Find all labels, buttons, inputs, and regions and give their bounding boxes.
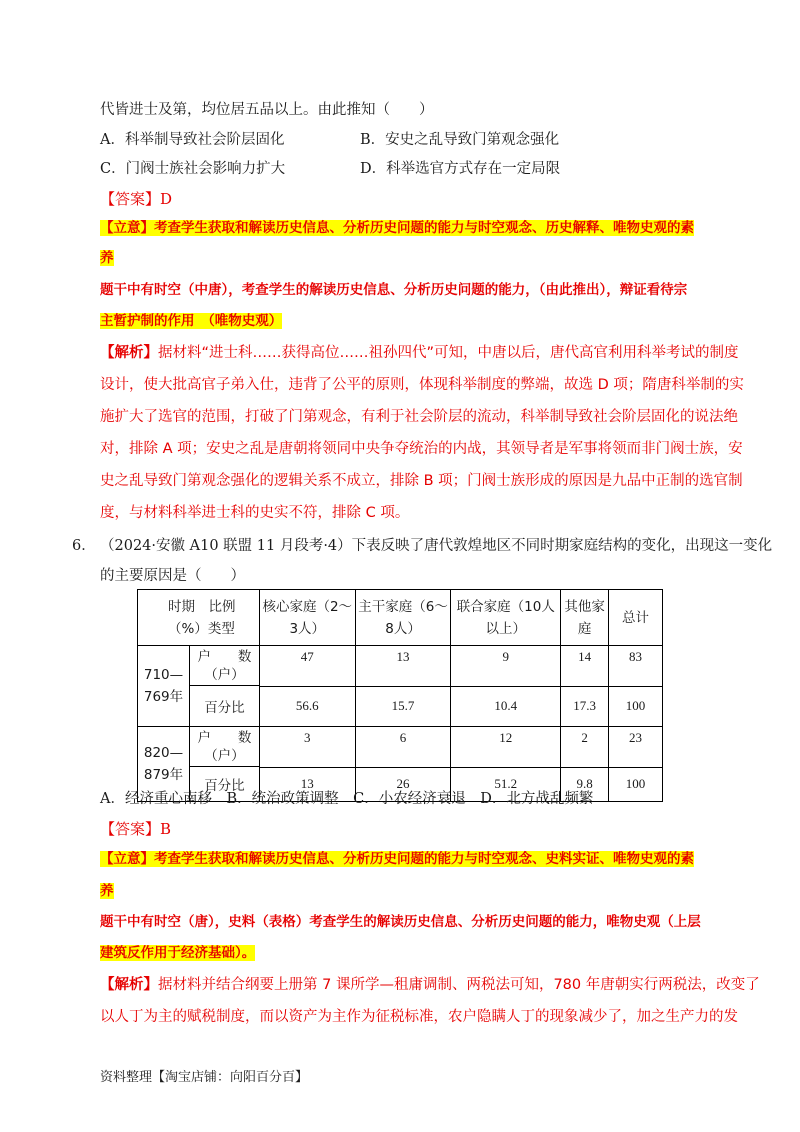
q6-number: 6． [72,538,96,554]
row-label-households: 户 数（户） [190,646,259,686]
q5-stem-tail: 代皆进士及第，均位居五品以上。由此推知（ ） [100,102,434,118]
q6-answer: 【答案】B [100,820,172,838]
q6-lizhi-text1: 【立意】考查学生获取和解读历史信息、分析历史问题的能力与时空观念、史料实证、唯物史观的素 [100,851,694,867]
q5-lizhi-text2: 养 [100,250,114,266]
q5-lizhi-line1 [100,218,694,238]
cell: 12 [451,727,561,768]
cell: 15.7 [355,686,451,727]
q6-jiexi-line2: 以人丁为主的赋税制度，而以资产为主作为征税标准，农户隐瞒人丁的现象减少了，加之生产力的发 [100,1009,738,1025]
q5-tigan-line2 [100,311,282,331]
q6-tigan-text2: 建筑反作用于经济基础）。 [100,945,256,961]
q5-option-c: C．门阀士族社会影响力扩大 [100,161,286,177]
q5-jiexi-line1 [100,343,739,363]
q6-lizhi-text2: 养 [100,883,114,899]
table-row [138,646,663,687]
q5-lizhi-text1: 【立意】考查学生获取和解读历史信息、分析历史问题的能力与时空观念、历史解释、唯物史观的素 [100,220,694,236]
q5-jiexi-label: 【解析】 [100,345,158,361]
header-joint-family: 联合家庭（10人以上） [451,590,561,646]
cell: 9.8 [561,767,609,801]
q5-tigan-line1: 题干中有时空（中唐），考查学生的解读历史信息、分析历史问题的能力，（由此推出），辩证看待宗 [100,282,688,298]
cell: 2 [561,727,609,768]
header-stem-family: 主干家庭（6～8人） [355,590,451,646]
cell: 13 [355,646,451,687]
header-other-family: 其他家庭 [561,590,609,646]
cell: 14 [561,646,609,687]
period-label-2: 820—879年 [138,727,190,801]
table-row [138,727,663,768]
table-header-row [138,590,663,646]
header-core-family: 核心家庭（2～3人） [259,590,355,646]
family-structure-table [137,589,663,802]
cell: 51.2 [451,767,561,801]
row-label-percent: 百分比 [204,778,245,794]
corner-label-1: 时期 比例 [168,598,236,615]
cell: 3 [259,727,355,768]
table-corner-cell [138,590,260,646]
q6-tigan-line2 [100,943,255,963]
cell: 56.6 [259,686,355,727]
row-label-households: 户 数（户） [190,727,259,767]
q5-lizhi-line2 [100,248,114,268]
cell: 26 [355,767,451,801]
period-cell-1 [138,646,260,727]
cell: 6 [355,727,451,768]
q5-tigan-text2: 主暂护制的作用 （唯物史观） [100,313,283,329]
row-label-percent: 百分比 [204,700,245,716]
cell: 9 [451,646,561,687]
cell: 100 [609,767,663,801]
q5-jiexi-line3: 施扩大了选官的范围，打破了门第观念，有利于社会阶层的流动，科举制导致社会阶层固化的说法绝 [100,409,738,425]
q6-lizhi-line2 [100,881,114,901]
q6-stem-line1: （2024·安徽 A10 联盟 11 月段考·4）下表反映了唐代敦煌地区不同时期家庭结构的变化，出现这一变化 [100,538,773,554]
q6-tigan-line1: 题干中有时空（唐），史料（表格）考查学生的解读历史信息、分析历史问题的能力，唯物史观（上层 [100,914,701,930]
q5-option-d: D．科举选官方式存在一定局限 [360,161,561,177]
q6-jiexi-text1: 据材料并结合纲要上册第 7 课所学—租庸调制、两税法可知，780 年唐朝实行两税法，改变了 [158,977,760,993]
cell: 17.3 [561,686,609,727]
period-label-1: 710—769年 [138,646,190,726]
q5-jiexi-line5: 史之乱导致门第观念强化的逻辑关系不成立，排除 B 项；门阀士族形成的原因是九品中正制的选官制 [100,473,743,489]
cell: 100 [609,686,663,727]
cell: 10.4 [451,686,561,727]
cell: 13 [259,767,355,801]
q6-stem-line2: 的主要原因是（ ） [100,568,245,584]
cell: 47 [259,646,355,687]
page-footer: 资料整理【淘宝店铺：向阳百分百】 [100,1070,309,1085]
q5-jiexi-text1: 据材料“进士科……获得高位……祖孙四代”可知，中唐以后，唐代高官利用科举考试的制度 [158,345,739,361]
q5-jiexi-line2: 设计，使大批高官子弟入仕，违背了公平的原则，体现科举制度的弊端，故选 D 项；隋唐科举制的实 [100,377,744,393]
q5-jiexi-line6: 度，与材料科举进士科的史实不符，排除 C 项。 [100,505,410,521]
header-total: 总计 [609,590,663,646]
q5-jiexi-line4: 对，排除 A 项；安史之乱是唐朝将领同中央争夺统治的内战，其领导者是军事将领而非门阀士族，安 [100,441,743,457]
q6-options: A．经济重心南移 B．统治政策调整 C．小农经济衰退 D．北方战乱频繁 [100,791,594,807]
q6-jiexi-line1 [100,975,760,995]
q5-option-a: A．科举制导致社会阶层固化 [100,132,285,148]
q5-option-b: B．安史之乱导致门第观念强化 [360,132,560,148]
corner-label-2: （%）类型 [168,620,235,637]
cell: 83 [609,646,663,687]
cell: 23 [609,727,663,768]
q6-lizhi-line1 [100,849,694,869]
q5-answer: 【答案】D [100,190,173,208]
q6-jiexi-label: 【解析】 [100,977,158,993]
